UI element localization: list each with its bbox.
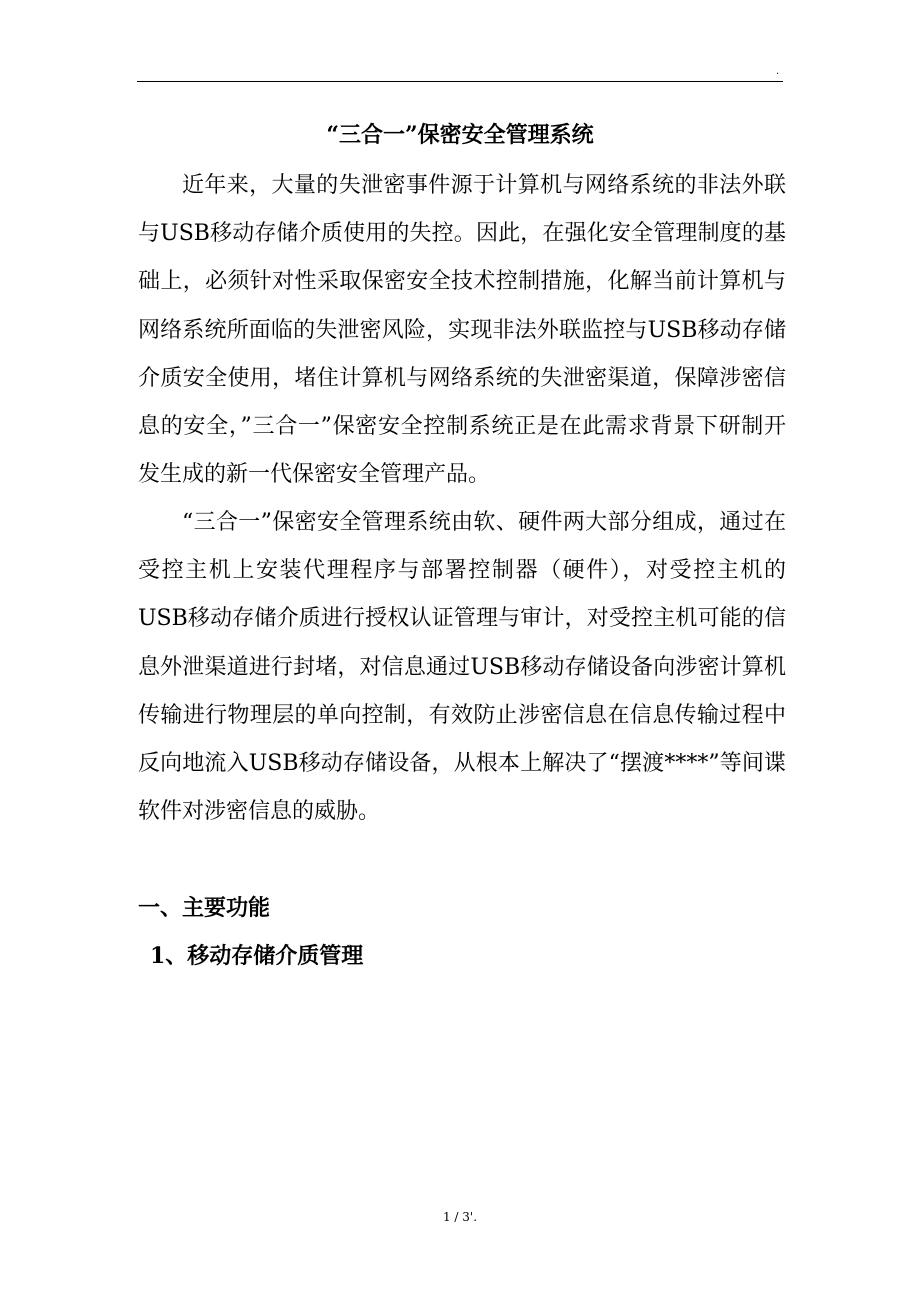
header-mark: . xyxy=(776,66,780,77)
body-paragraph-system-overview: “三合一”保密安全管理系统由软、硬件两大部分组成，通过在受控主机上安装代理程序与部署控制器（硬件），对受控主机的USB移动存储介质进行授权认证管理与审计，对受控主机可能的信息外泄渠道进行封堵，对信息通过USB移动存储设备向涉密计算机传输进行物理层的单向控制，有效防止涉密信息在信息传输过程中反向地流入USB移动存储设备，从根本上解决了“摆渡****”等间谍软件对涉密信息的威胁。 xyxy=(138,510,786,825)
section-heading-main-functions: 一、主要功能 xyxy=(138,895,271,921)
body-paragraph-intro: 近年来，大量的失泄密事件源于计算机与网络系统的非法外联与USB移动存储介质使用的失控。因此，在强化安全管理制度的基础上，必须针对性采取保密安全技术控制措施，化解当前计算机与网络系统所面临的失泄密风险，实现非法外联监控与USB移动存储介质安全使用，堵住计算机与网络系统的失泄密渠道，保障涉密信息的安全，”三合一”保密安全控制系统正是在此需求背景下研制开发生成的新一代保密安全管理产品。 xyxy=(138,173,786,488)
page-number: 1 / 3'. xyxy=(442,1210,478,1224)
subsection-heading-storage-management: 1、移动存储介质管理 xyxy=(150,943,364,969)
header-rule xyxy=(137,81,783,82)
document-title: “三合一”保密安全管理系统 xyxy=(326,122,594,148)
